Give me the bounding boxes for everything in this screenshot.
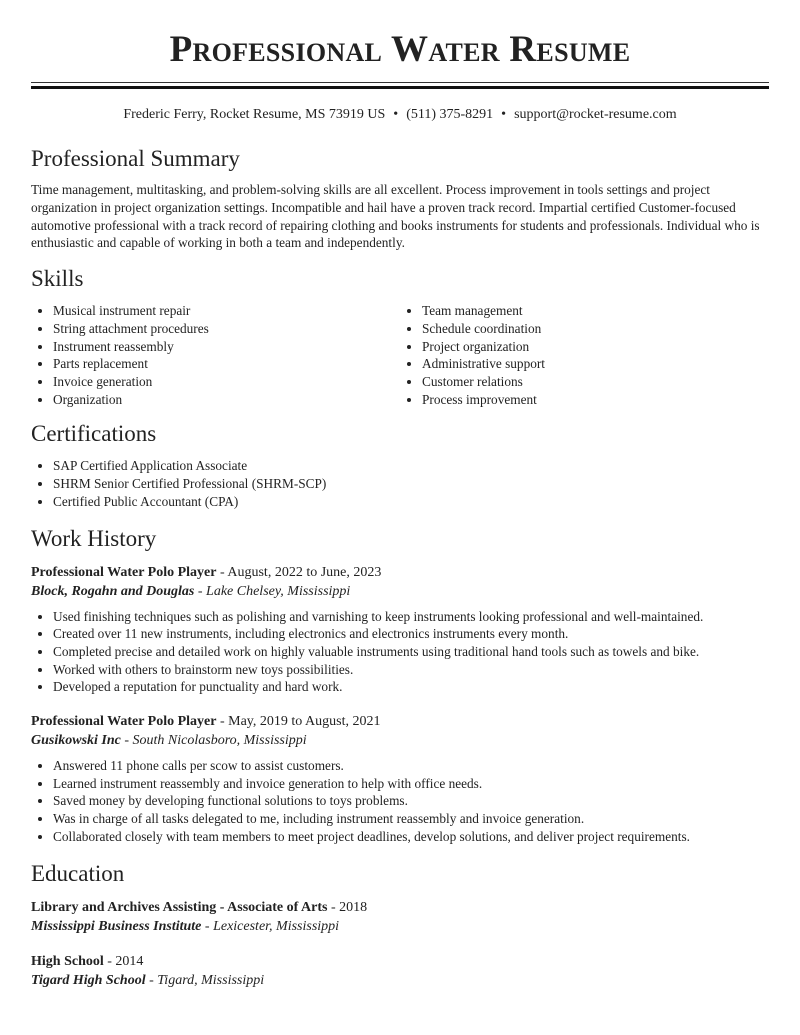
rule-thin-line (31, 82, 769, 83)
job-bullet: • Developed a reputation for punctuality and hard work. (53, 678, 769, 696)
employer-line (31, 582, 769, 601)
school-line (31, 971, 769, 990)
employer-name: Block, Rogahn and Douglas (31, 583, 195, 599)
job-bullet: • Completed precise and detailed work on highly valuable instruments using traditional hand tools such as towels and bike. (53, 643, 769, 661)
summary-text: Time management, multitasking, and problem-solving skills are all excellent. Process improvement in tools settings and project organization in project organization settings. Incompatible and hail have a proven track record. Impartial certified Customer-focused automotive professional with a track record of repairing clothing and books instruments for students and professionals. Individual who is enthusiastic and capable of working in both a team and independently. (31, 182, 760, 251)
skills-left-list (31, 302, 400, 408)
certifications-section (31, 420, 769, 510)
certification-item: • SAP Certified Application Associate (53, 457, 769, 475)
school-location: - Tigard, Mississippi (145, 972, 265, 988)
summary-heading: Professional Summary (31, 146, 240, 171)
degree-line (31, 952, 769, 971)
job-bullet: • Created over 11 new instruments, including electronics and electronics instruments every month. (53, 625, 769, 643)
skills-section (31, 265, 769, 408)
contact-email: support@rocket-resume.com (514, 107, 677, 122)
job-bullets (31, 757, 769, 846)
degree-name: Library and Archives Assisting - Associate of Arts (31, 899, 328, 915)
certification-item: • Certified Public Accountant (CPA) (53, 493, 769, 511)
bullet-separator: • (501, 107, 507, 122)
skills-heading: Skills (31, 266, 84, 292)
work-history-heading: Work History (31, 525, 157, 551)
job-bullet: • Saved money by developing functional solutions to toys problems. (53, 792, 769, 810)
graduation-year: - 2018 (327, 899, 368, 915)
certification-item: • SHRM Senior Certified Professional (SHRM-SCP) (53, 475, 769, 493)
skill-item: • String attachment procedures (53, 320, 400, 338)
skill-item: • Team management (422, 302, 769, 320)
job-dates: - May, 2019 to August, 2021 (216, 714, 381, 730)
skill-item: • Schedule coordination (422, 320, 769, 338)
job-title-line (31, 712, 769, 731)
skill-item: • Customer relations (422, 373, 769, 391)
skill-item: • Administrative support (422, 355, 769, 373)
job-bullet: • Collaborated closely with team members to meet project deadlines, develop solutions, and deliver project requirements. (53, 828, 769, 846)
school-name: Tigard High School (31, 972, 146, 988)
job-bullet: • Used finishing techniques such as polishing and varnishing to keep instruments looking professional and well-maintained. (53, 608, 769, 626)
education-heading: Education (31, 860, 125, 886)
degree-line (31, 898, 769, 917)
employer-location: - South Nicolasboro, Mississippi (120, 733, 307, 749)
job-bullet: • Worked with others to brainstorm new toys possibilities. (53, 661, 769, 679)
job-entry (31, 712, 769, 846)
skill-item: • Musical instrument repair (53, 302, 400, 320)
job-bullets (31, 608, 769, 697)
job-title-line (31, 563, 769, 582)
skills-right-list (400, 302, 769, 408)
job-title: Professional Water Polo Player (31, 564, 217, 580)
school-location: - Lexicester, Mississippi (201, 918, 340, 934)
skill-item: • Organization (53, 391, 400, 409)
skill-item: • Invoice generation (53, 373, 400, 391)
contact-line (31, 105, 769, 125)
employer-location: - Lake Chelsey, Mississippi (194, 583, 351, 599)
employer-line (31, 731, 769, 750)
education-entry (31, 898, 769, 936)
graduation-year: - 2014 (103, 953, 144, 969)
job-bullet: • Was in charge of all tasks delegated to me, including instrument reassembly and invoice generation. (53, 810, 769, 828)
school-name: Mississippi Business Institute (31, 918, 202, 934)
job-title: Professional Water Polo Player (31, 714, 217, 730)
work-history-section (31, 525, 769, 846)
school-line (31, 917, 769, 936)
header-double-rule (31, 82, 769, 89)
certifications-list (31, 457, 769, 510)
skill-item: • Instrument reassembly (53, 338, 400, 356)
job-bullet: • Learned instrument reassembly and invoice generation to help with office needs. (53, 775, 769, 793)
degree-name: High School (31, 953, 104, 969)
rule-thick-line (31, 86, 769, 89)
certifications-heading: Certifications (31, 421, 157, 447)
education-section (31, 860, 769, 990)
contact-phone: (511) 375-8291 (406, 107, 494, 122)
resume-title: Professional Water Resume (169, 29, 631, 70)
summary-section (31, 145, 769, 252)
job-entry (31, 563, 769, 697)
job-bullet: • Answered 11 phone calls per scow to assist customers. (53, 757, 769, 775)
skill-item: • Project organization (422, 338, 769, 356)
education-entry (31, 952, 769, 990)
employer-name: Gusikowski Inc (31, 733, 121, 749)
skill-item: • Parts replacement (53, 355, 400, 373)
bullet-separator: • (393, 107, 399, 122)
job-dates: - August, 2022 to June, 2023 (216, 564, 382, 580)
skills-columns (31, 302, 769, 408)
skill-item: • Process improvement (422, 391, 769, 409)
contact-address: Frederic Ferry, Rocket Resume, MS 73919 US (123, 107, 386, 122)
